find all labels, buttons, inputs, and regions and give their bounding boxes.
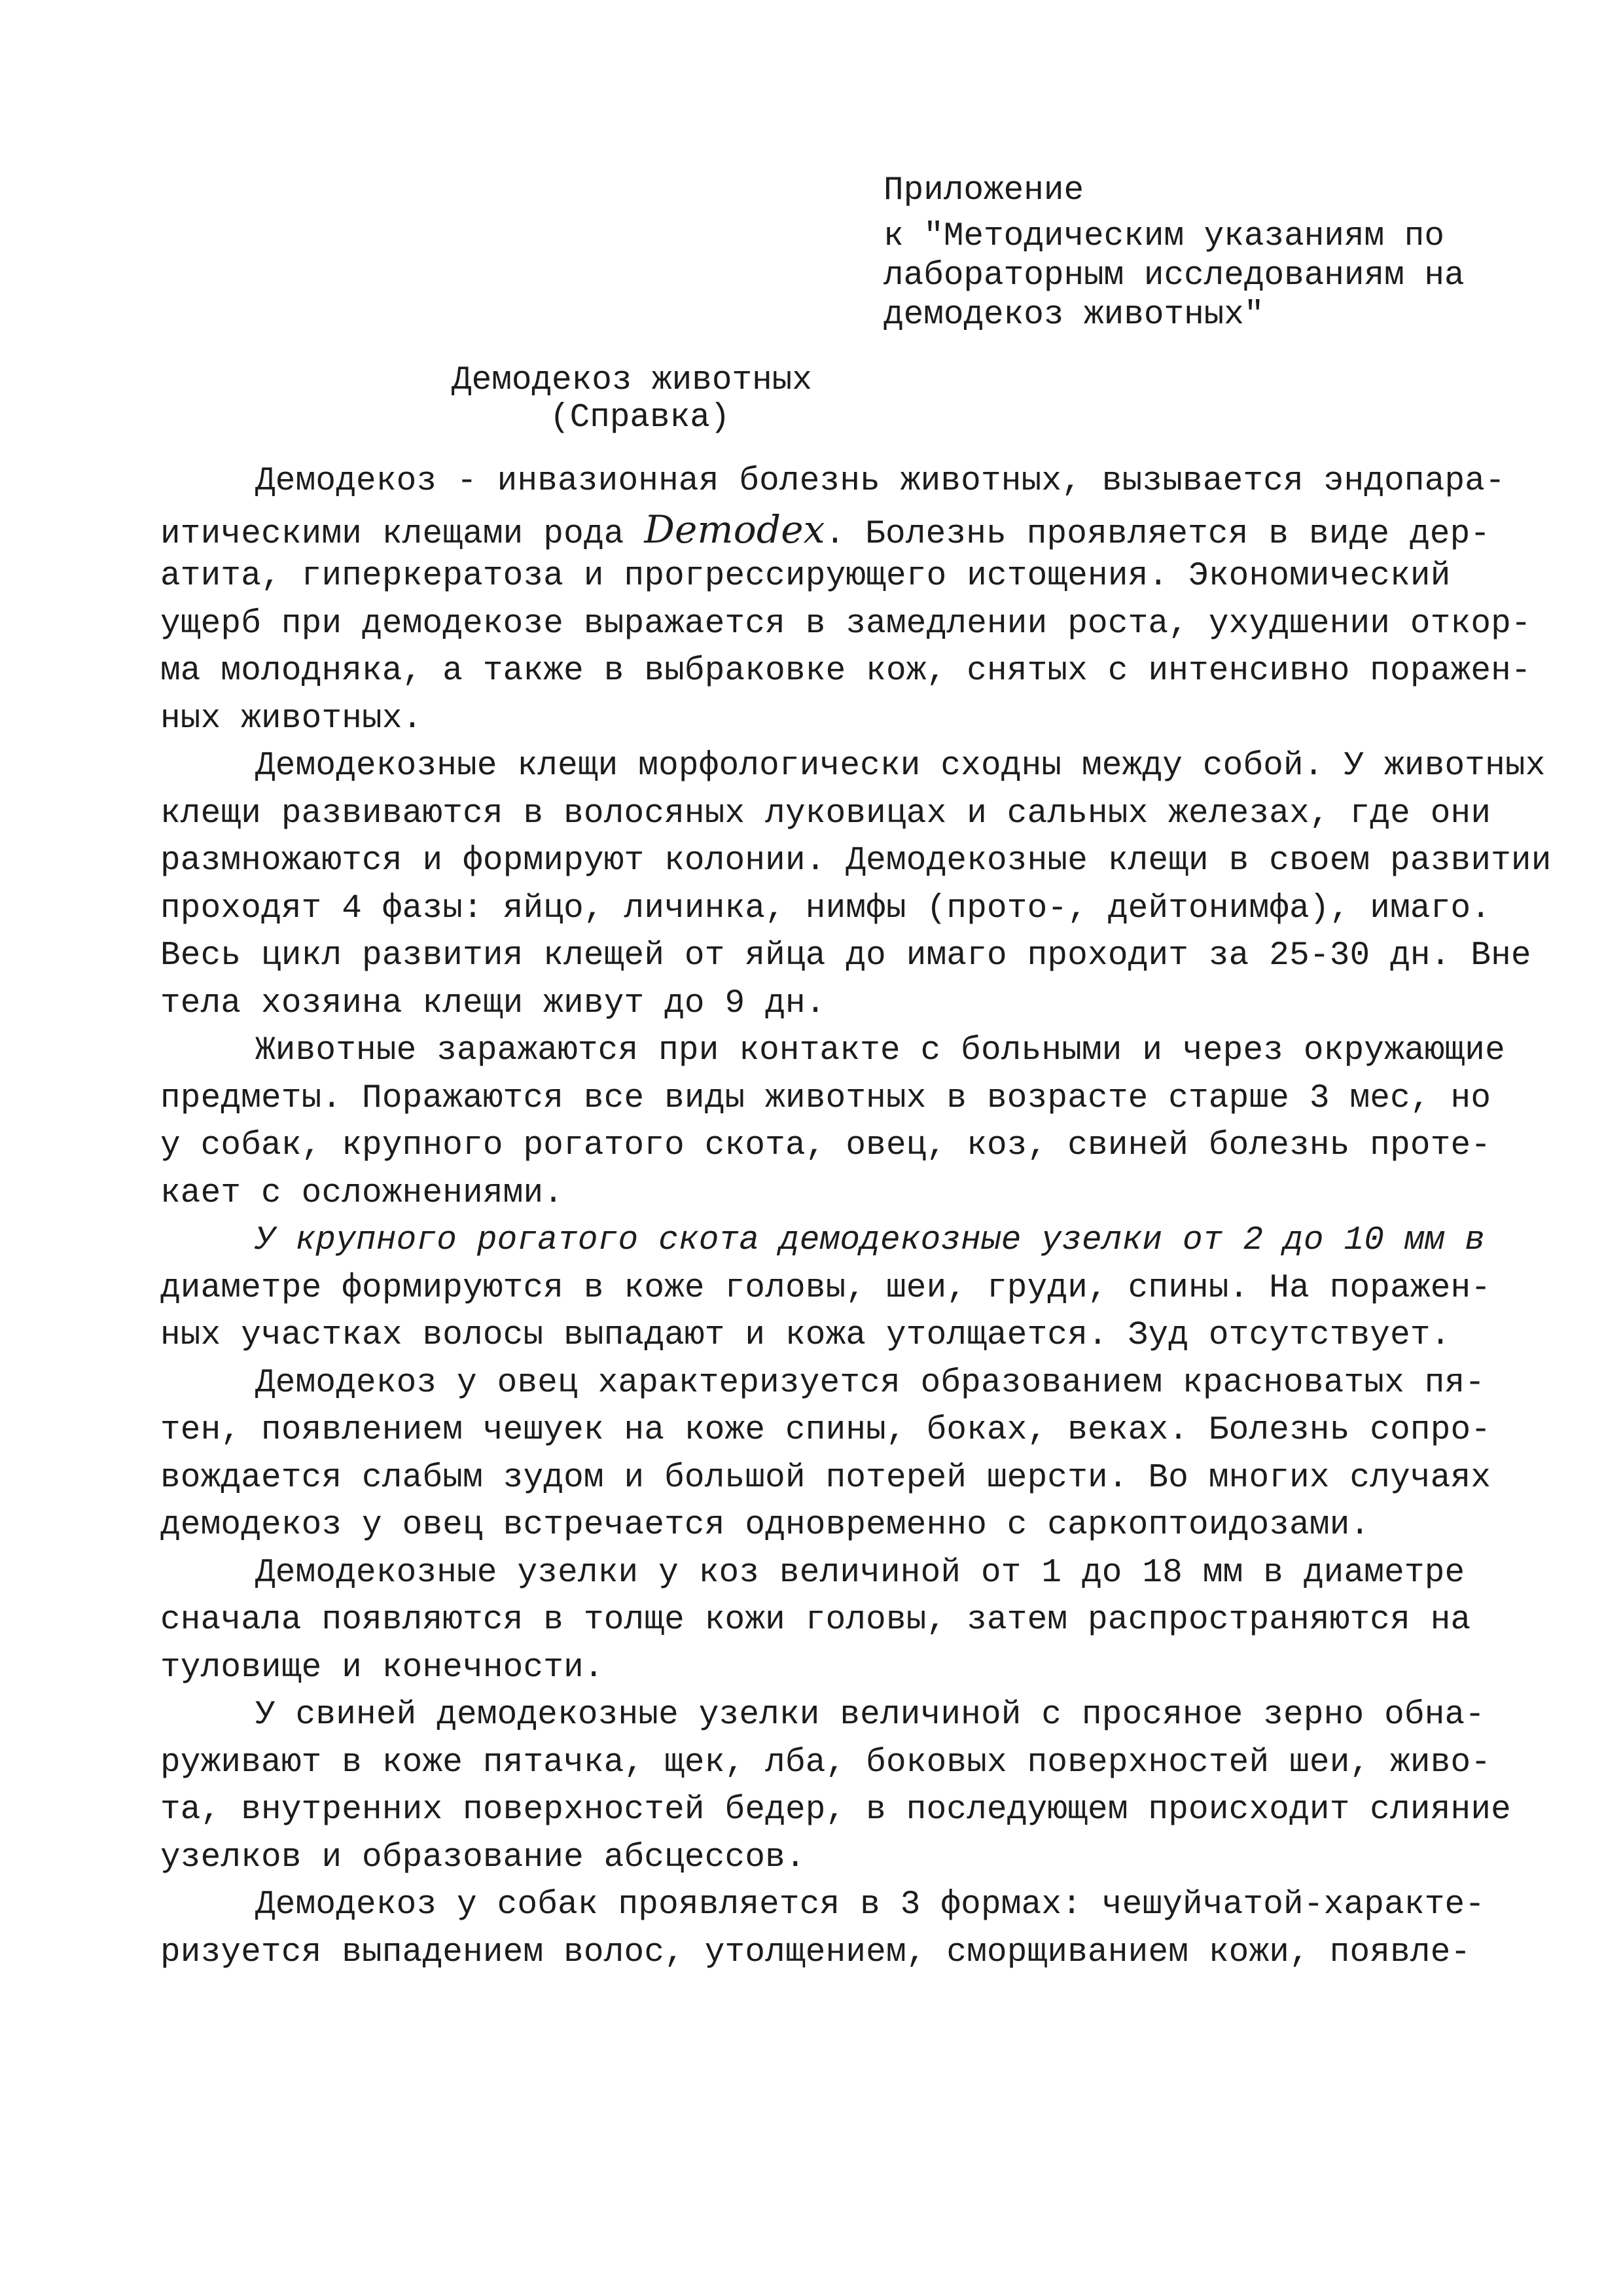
text-line: Весь цикл развития клещей от яйца до имаго проходит за 25-30 дн. Вне (160, 937, 1531, 975)
text-line: узелков и образование абсцессов. (160, 1839, 806, 1876)
text-line: ущерб при демодекозе выражается в замедлении роста, ухудшении откор- (160, 605, 1531, 643)
text-line: проходят 4 фазы: яйцо, личинка, нимфы (прото-, дейтонимфа), имаго. (160, 889, 1491, 927)
appendix-title: Приложение (883, 172, 1084, 209)
text-line: ма молодняка, а также в выбраковке кож, снятых с интенсивно поражен- (160, 653, 1531, 690)
text-line: руживают в коже пятачка, щек, лба, боковых поверхностей шеи, живо- (160, 1744, 1491, 1782)
appendix-line: к "Методическим указаниям по (883, 218, 1444, 255)
text-line: предметы. Поражаются все виды животных в возрасте старше 3 мес, но (160, 1079, 1491, 1117)
text-line: сначала появляются в толще кожи головы, затем распространяются на (160, 1602, 1471, 1639)
text-line: туловище и конечности. (160, 1649, 604, 1687)
appendix-block (883, 171, 1571, 335)
text-line: демодекоз у овец встречается одновременно с саркоптоидозами. (160, 1507, 1370, 1544)
text-line: вождается слабым зудом и большой потерей шерсти. Во многих случаях (160, 1459, 1491, 1497)
text-line: тела хозяина клещи живут до 9 дн. (160, 984, 826, 1022)
text-line: Демодекоз у собак проявляется в 3 формах: чешуйчатой-характе- (255, 1886, 1486, 1924)
document-heading (452, 362, 857, 437)
text-line: кает с осложнениями. (160, 1174, 564, 1212)
text-line (160, 506, 1567, 554)
text-line: Демодекоз у овец характеризуется образованием красноватых пя- (255, 1364, 1486, 1402)
text-line: У свиней демодекозные узелки величиной с просяное зерно обна- (255, 1696, 1486, 1734)
heading-subtitle: (Справка) (550, 399, 730, 437)
document-body (160, 458, 1567, 1977)
text-line: ных животных. (160, 700, 423, 738)
appendix-line: лабораторным исследованиям на (883, 257, 1465, 295)
text-fragment: . Болезнь проявляется в виде дер- (825, 515, 1491, 553)
text-line: диаметре формируются в коже головы, шеи, груди, спины. На поражен- (160, 1269, 1491, 1307)
text-line: Демодекозные клещи морфологически сходны между собой. У животных (255, 747, 1546, 785)
text-line: Животные заражаются при контакте с больными и через окружающие (255, 1032, 1505, 1069)
appendix-line: демодекоз животных" (883, 296, 1264, 334)
text-line: та, внутренних поверхностей бедер, в последующем происходит слияние (160, 1791, 1511, 1829)
text-line: У крупного рогатого скота демодекозные узелки от 2 до 10 мм в (255, 1222, 1486, 1259)
text-line: атита, гиперкератоза и прогрессирующего истощения. Экономический (160, 558, 1451, 595)
text-line: размножаются и формируют колонии. Демодекозные клещи в своем развитии (160, 842, 1552, 880)
text-line: клещи развиваются в волосяных луковицах и сальных железах, где они (160, 795, 1491, 833)
text-fragment: итическими клещами рода (160, 515, 624, 553)
text-line: ных участках волосы выпадают и кожа утолщается. Зуд отсутствует. (160, 1317, 1451, 1354)
text-line: тен, появлением чешуек на коже спины, боках, веках. Болезнь сопро- (160, 1412, 1491, 1449)
genus-handwritten: Demodex (644, 507, 825, 552)
text-line: Демодекоз - инвазионная болезнь животных, вызывается эндопара- (255, 463, 1505, 500)
heading-title: Демодекоз животных (452, 362, 812, 399)
text-line: Демодекозные узелки у коз величиной от 1 до 18 мм в диаметре (255, 1554, 1465, 1592)
text-line: ризуется выпадением волос, утолщением, сморщиванием кожи, появле- (160, 1933, 1471, 1971)
text-line: у собак, крупного рогатого скота, овец, коз, свиней болезнь проте- (160, 1127, 1491, 1164)
